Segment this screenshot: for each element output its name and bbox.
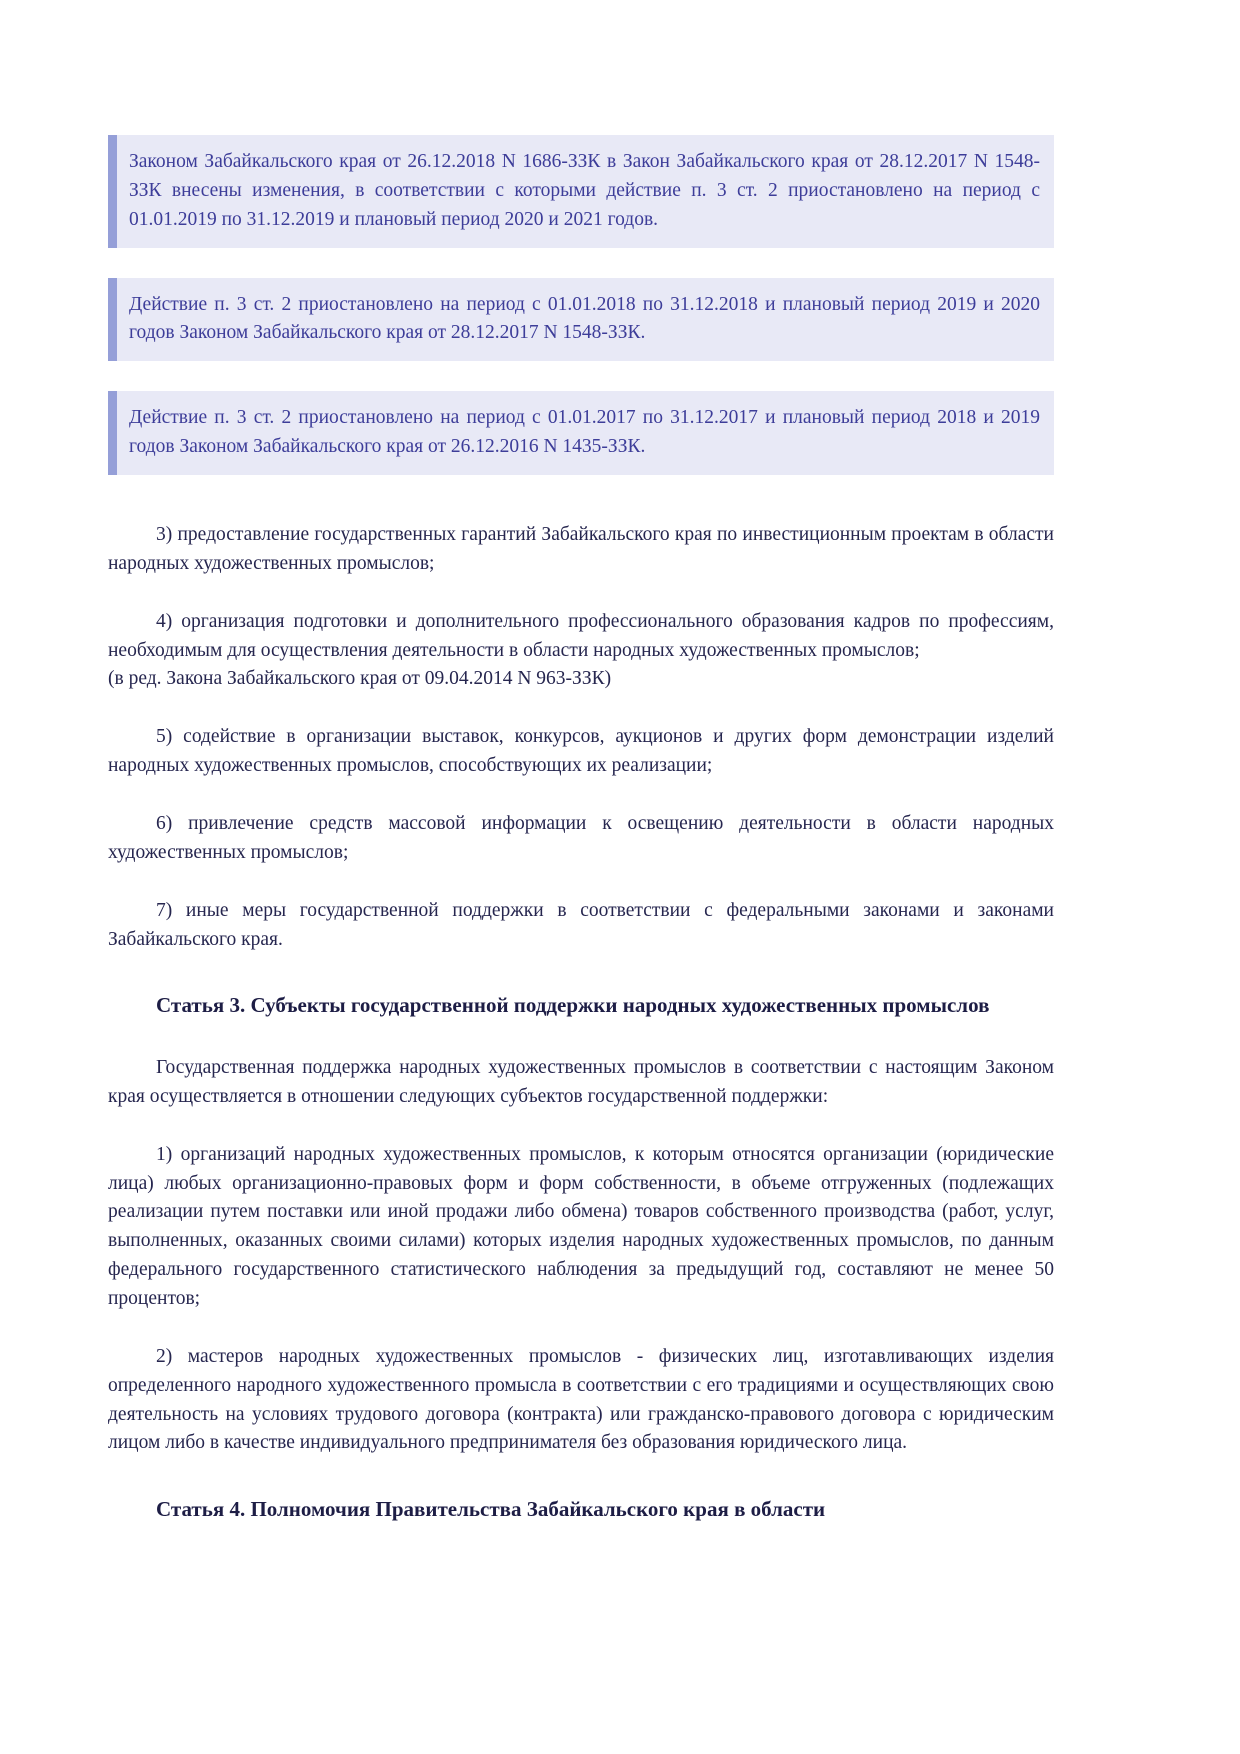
list-item-6: 6) привлечение средств массовой информации к освещению деятельности в области народных художественных промыслов; (108, 813, 1054, 863)
amendment-notice-1 (108, 135, 1054, 248)
article-3-item-2: 2) мастеров народных художественных промыслов - физических лиц, изготавливающих изделия определенного народного художественного промысла в соответствии с его традициями и осуществляющих свою деятельность на условиях трудового договора (контракта) или гражданско-правового договора с юридическим лицом либо в качестве индивидуального предпринимателя без образования юридического лица. (108, 1345, 1054, 1454)
list-item-5: 5) содействие в организации выставок, конкурсов, аукционов и других форм демонстрации изделий народных художественных промыслов, способствующих их реализации; (108, 726, 1054, 777)
amendment-notice-text: Действие п. 3 ст. 2 приостановлено на период с 01.01.2017 по 31.12.2017 и плановый период 2018 и 2019 годов Законом Забайкальского края от 26.12.2016 N 1435-ЗЗК. (129, 407, 1040, 458)
amendment-notice-3 (108, 391, 1054, 475)
amendment-notice-text: Законом Забайкальского края от 26.12.2018 N 1686-ЗЗК в Закон Забайкальского края от 28.12.2017 N 1548-ЗЗК внесены изменения, в соответствии с которыми действие п. 3 ст. 2 приостановлено на период с 01.01.2019 по 31.12.2019 и плановый период 2020 и 2021 годов. (129, 151, 1040, 230)
amendment-reference: (в ред. Закона Забайкальского края от 09.04.2014 N 963-ЗЗК) (108, 668, 612, 690)
list-item-4: 4) организация подготовки и дополнительного профессионального образования кадров по профессиям, необходимым для осуществления деятельности в области народных художественных промыслов; (108, 610, 1054, 661)
spacer (108, 505, 1054, 521)
article-3-intro: Государственная поддержка народных художественных промыслов в соответствии с настоящим Законом края осуществляется в отношении следующих субъектов государственной поддержки: (108, 1056, 1054, 1107)
article-4-heading: Статья 4. Полномочия Правительства Забайкальского края в области (156, 1497, 826, 1522)
article-3-heading: Статья 3. Субъекты государственной поддержки народных художественных промыслов (156, 993, 990, 1018)
list-item-3: 3) предоставление государственных гарантий Забайкальского края по инвестиционным проектам в области народных художественных промыслов; (108, 524, 1054, 574)
list-item-7: 7) иные меры государственной поддержки в соответствии с федеральными законами и законами Забайкальского края. (108, 899, 1054, 950)
amendment-notice-text: Действие п. 3 ст. 2 приостановлено на период с 01.01.2018 по 31.12.2018 и плановый период 2019 и 2020 годов Законом Забайкальского края от 28.12.2017 N 1548-ЗЗК. (129, 293, 1040, 344)
amendment-notice-2 (108, 278, 1054, 362)
article-3-item-1: 1) организаций народных художественных промыслов, к которым относятся организации (юридические лица) любых организационно-правовых форм и форм собственности, в объеме отгруженных (подлежащих реализации путем поставки или иной продажи либо обмена) товаров собственного производства (работ, услуг, выполненных, оказанных своими силами) которых изделия народных художественных промыслов, по данным федерального государственного статистического наблюдения за предыдущий год, составляют не менее 50 процентов; (108, 1143, 1054, 1309)
